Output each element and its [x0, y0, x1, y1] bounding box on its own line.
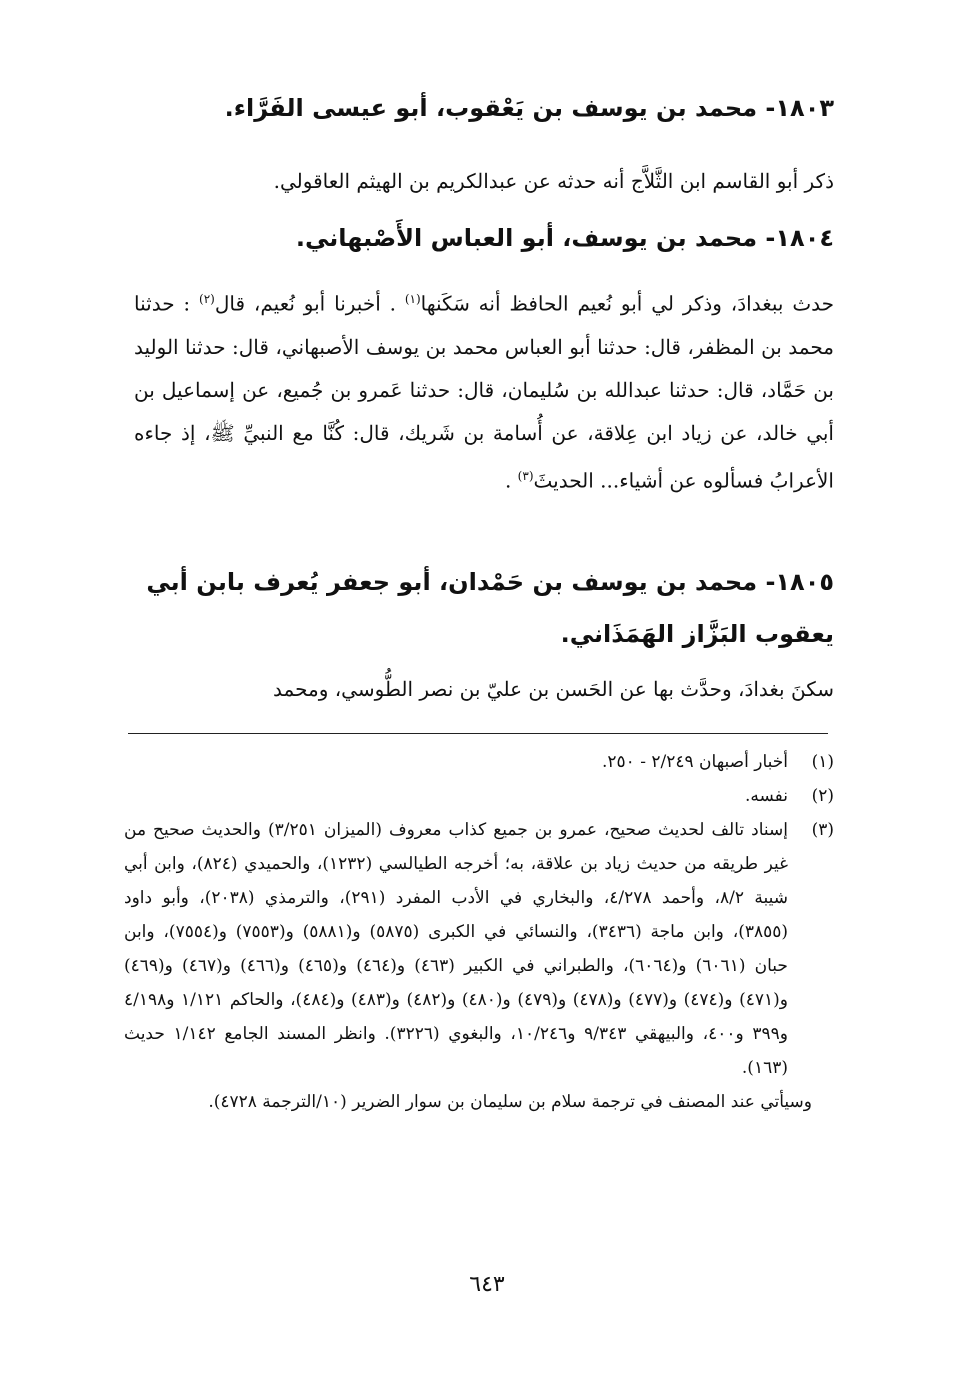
- footnote-2-text: نفسه.: [744, 786, 788, 806]
- footnote-1: [124, 745, 834, 779]
- entry-1804-text: [134, 278, 834, 502]
- footnote-divider: [128, 733, 828, 734]
- footnote-1-number: (١): [811, 752, 834, 772]
- entry-1804-part4: .: [504, 468, 518, 493]
- footnote-3-continuation: وسيأتي عند المصنف في ترجمة سلام بن سليمان بن سوار الضرير (١٠/الترجمة ٤٧٢٨).: [208, 1092, 812, 1112]
- footnote-ref-1: (١): [404, 292, 421, 306]
- entry-1805-text: سكنَ بغدادَ، وحدَّث بها عن الحَسن بن عليّ بن نصر الطُّوسي، ومحمد: [273, 677, 834, 701]
- footnote-2-number: (٢): [811, 786, 834, 806]
- footnote-3-text: إسناد تالف لحديث صحيح، عمرو بن جميع كذاب معروف (الميزان ٣/٢٥١) والحديث صحيح من غير طريقه من حديث زياد بن علاقة، به؛ أخرجه الطيالسي (١٢٣٢)، والحميدي (٨٢٤)، وابن أبي شيبة ٨/٢، وأحمد ٤/٢٧٨، والبخاري في الأدب المفرد (٢٩١)، والترمذي (٢٠٣٨)، وأبو داود (٣٨٥٥)، وابن ماجة (٣٤٣٦)، والنسائي في الكبرى (٥٨٧٥) و(٥٨٨١) و(٧٥٥٣) و(٧٥٥٤)، وابن حبان (٦٠٦١) و(٦٠٦٤)، والطبراني في الكبير (٤٦٣) و(٤٦٤) و(٤٦٥) و(٤٦٦) و(٤٦٧) و(٤٦٩) و(٤٧١) و(٤٧٤) و(٤٧٧) و(٤٧٨) و(٤٧٩) و(٤٨٠) و(٤٨٢) و(٤٨٣) و(٤٨٤)، والحاكم ١/١٢١ و٤/١٩٨ و٣٩٩ و٤٠٠، والبيهقي ٩/٣٤٣ و١٠/٢٤٦، والبغوي (٣٢٢٦). وانظر المسند الجامع ١/١٤٢ حديث (١٦٣).: [124, 820, 788, 1078]
- footnote-3-number: (٣): [811, 820, 834, 840]
- footnote-3: [124, 813, 834, 1119]
- footnote-2: [124, 779, 834, 813]
- footnote-1-text: أخبار أصبهان ٢/٢٤٩ - ٢٥٠.: [602, 752, 788, 772]
- entry-1805-heading: ١٨٠٥- محمد بن يوسف بن حَمْدان، أبو جعفر يُعرف بابن أبي يعقوب البَزَّاز الهَمَذَاني.: [146, 568, 834, 648]
- entry-1804-heading: ١٨٠٤- محمد بن يوسف، أبو العباس الأَصْبهاني.: [295, 224, 834, 252]
- entry-1803-heading: ١٨٠٣- محمد بن يوسف بن يَعْقوب، أبو عيسى الفَرَّاء.: [224, 94, 834, 122]
- entry-1804-part1: حدث ببغدادَ، وذكر لي أبو نُعيم الحافظ أنه سَكَنها: [420, 291, 835, 316]
- page-number: ٦٤٣: [469, 1272, 505, 1297]
- entry-1804-part3: : حدثنا محمد بن المظفر، قال: حدثنا أبو العباس محمد بن يوسف الأصبهاني، قال: حدثنا الوليد بن حَمَّاد، قال: حدثنا عبدالله بن سُليمان، قال: حدثنا عَمرو بن جُميع، عن إسماعيل بن أبي خالد، عن زياد ابن عِلاقة، عن أُسامة بن شَريك، قال: كُنَّا مع النبيِّ ﷺ، إذ جاءه الأعرابُ فسألوه عن أشياء... الحديثَ: [134, 291, 834, 493]
- entry-1803-text: ذكر أبو القاسم ابن الثَّلاَّج أنه حدثه عن عبدالكريم بن الهيثم العاقولي.: [273, 169, 834, 193]
- footnote-ref-2: (٢): [199, 292, 215, 306]
- entry-1804-part2: . أخبرنا أبو نُعيم، قال: [214, 291, 405, 316]
- footnote-ref-3: (٣): [517, 468, 534, 483]
